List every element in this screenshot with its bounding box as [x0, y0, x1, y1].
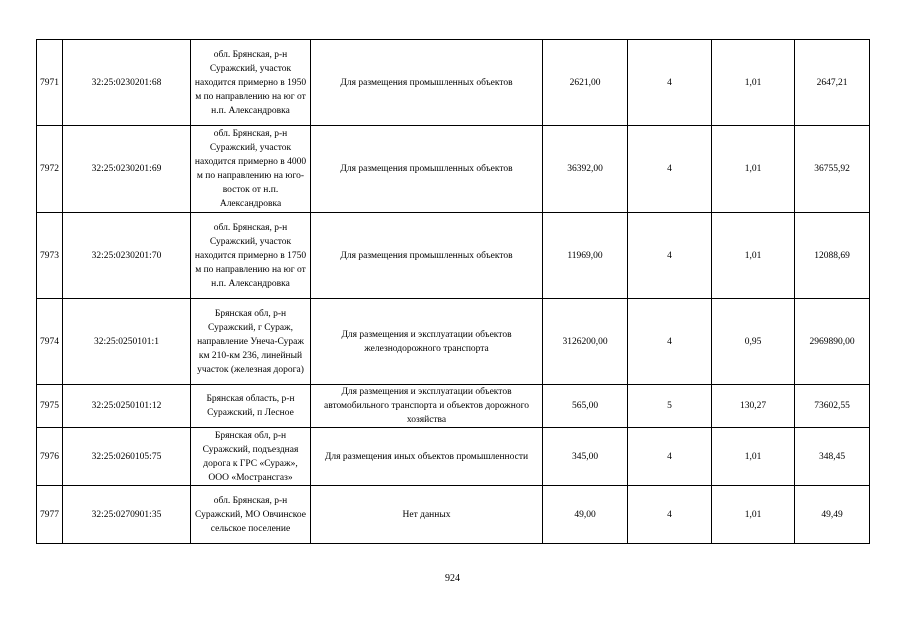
coefficient-cell: 1,01	[712, 40, 795, 126]
coefficient-cell: 1,01	[712, 486, 795, 544]
land-use-cell: Для размещения промышленных объектов	[311, 126, 543, 213]
address-cell: Брянская область, р-н Суражский, п Лесное	[191, 385, 311, 428]
group-cell: 4	[628, 40, 712, 126]
row-number-cell: 7971	[37, 40, 63, 126]
land-use-cell: Для размещения промышленных объектов	[311, 40, 543, 126]
land-use-cell: Для размещения и эксплуатации объектов автомобильного транспорта и объектов дорожного хозяйства	[311, 385, 543, 428]
row-number-cell: 7972	[37, 126, 63, 213]
coefficient-cell: 1,01	[712, 126, 795, 213]
area-cell: 565,00	[543, 385, 628, 428]
area-cell: 11969,00	[543, 213, 628, 299]
address-cell: Брянская обл, р-н Суражский, подъездная дорога к ГРС «Сураж», ООО «Мострансгаз»	[191, 428, 311, 486]
group-cell: 4	[628, 428, 712, 486]
coefficient-cell: 130,27	[712, 385, 795, 428]
row-number-cell: 7977	[37, 486, 63, 544]
cadastral-number-cell: 32:25:0230201:69	[63, 126, 191, 213]
cadastral-number-cell: 32:25:0250101:1	[63, 299, 191, 385]
address-cell: обл. Брянская, р-н Суражский, участок находится примерно в 1950 м по направлению на юг от н.п. Александровка	[191, 40, 311, 126]
group-cell: 4	[628, 213, 712, 299]
cadastral-number-cell: 32:25:0260105:75	[63, 428, 191, 486]
table-row	[37, 299, 870, 385]
address-cell: Брянская обл, р-н Суражский, г Сураж, направление Унеча-Сураж км 210-км 236, линейный участок (железная дорога)	[191, 299, 311, 385]
row-number-cell: 7973	[37, 213, 63, 299]
coefficient-cell: 0,95	[712, 299, 795, 385]
table-row	[37, 40, 870, 126]
cadastral-value-cell: 348,45	[795, 428, 870, 486]
coefficient-cell: 1,01	[712, 428, 795, 486]
table-row	[37, 126, 870, 213]
table-row	[37, 428, 870, 486]
address-cell: обл. Брянская, р-н Суражский, МО Овчинское сельское поселение	[191, 486, 311, 544]
area-cell: 3126200,00	[543, 299, 628, 385]
coefficient-cell: 1,01	[712, 213, 795, 299]
area-cell: 36392,00	[543, 126, 628, 213]
area-cell: 49,00	[543, 486, 628, 544]
cadastral-number-cell: 32:25:0250101:12	[63, 385, 191, 428]
row-number-cell: 7975	[37, 385, 63, 428]
area-cell: 345,00	[543, 428, 628, 486]
cadastral-value-cell: 73602,55	[795, 385, 870, 428]
row-number-cell: 7974	[37, 299, 63, 385]
group-cell: 4	[628, 126, 712, 213]
cadastral-value-cell: 36755,92	[795, 126, 870, 213]
group-cell: 4	[628, 486, 712, 544]
cadastral-number-cell: 32:25:0230201:68	[63, 40, 191, 126]
group-cell: 4	[628, 299, 712, 385]
cadastral-value-cell: 12088,69	[795, 213, 870, 299]
page-number: 924	[445, 573, 460, 584]
cadastral-number-cell: 32:25:0270901:35	[63, 486, 191, 544]
table-row	[37, 486, 870, 544]
table-body	[37, 40, 870, 544]
address-cell: обл. Брянская, р-н Суражский, участок находится примерно в 4000 м по направлению на юго-восток от н.п. Александровка	[191, 126, 311, 213]
cadastral-value-cell: 2647,21	[795, 40, 870, 126]
cadastral-table	[36, 39, 870, 544]
land-use-cell: Для размещения иных объектов промышленности	[311, 428, 543, 486]
table-row	[37, 385, 870, 428]
cadastral-value-cell: 2969890,00	[795, 299, 870, 385]
land-use-cell: Нет данных	[311, 486, 543, 544]
area-cell: 2621,00	[543, 40, 628, 126]
land-use-cell: Для размещения промышленных объектов	[311, 213, 543, 299]
land-use-cell: Для размещения и эксплуатации объектов железнодорожного транспорта	[311, 299, 543, 385]
cadastral-value-cell: 49,49	[795, 486, 870, 544]
group-cell: 5	[628, 385, 712, 428]
table-row	[37, 213, 870, 299]
row-number-cell: 7976	[37, 428, 63, 486]
address-cell: обл. Брянская, р-н Суражский, участок находится примерно в 1750 м по направлению на юг от н.п. Александровка	[191, 213, 311, 299]
cadastral-number-cell: 32:25:0230201:70	[63, 213, 191, 299]
